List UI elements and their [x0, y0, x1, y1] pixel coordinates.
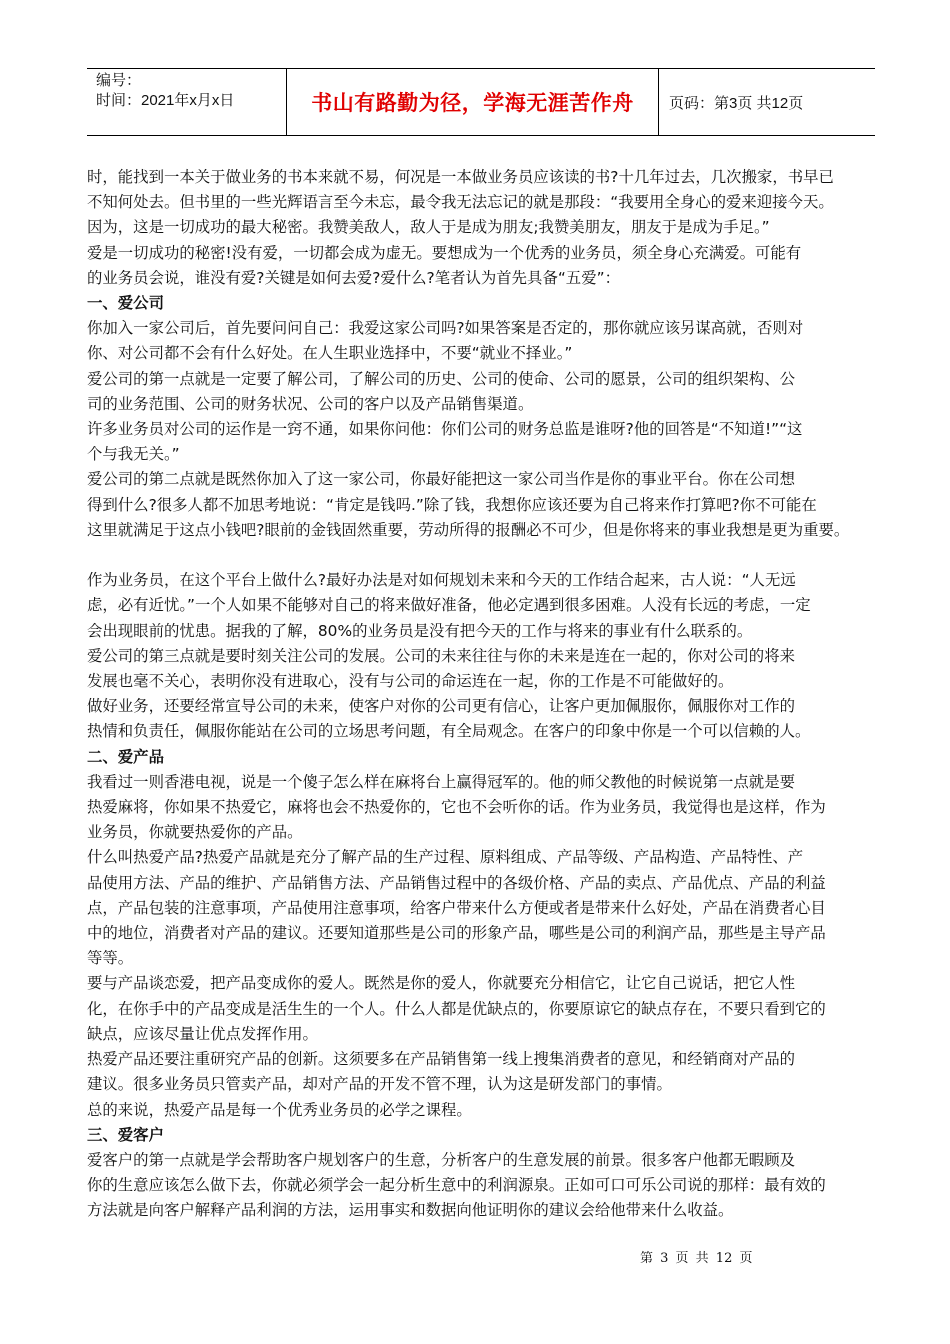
body-line: 点，产品包装的注意事项，产品使用注意事项，给客户带来什么方便或者是带来什么好处，产品在消费者心目: [87, 898, 826, 917]
body-line: 爱公司的第一点就是一定要了解公司，了解公司的历史、公司的使命、公司的愿景，公司的组织架构、公: [87, 369, 795, 388]
body-line: 虑，必有近忧。”一个人如果不能够对自己的将来做好准备，他必定遇到很多困难。人没有长远的考虑，一定: [87, 596, 811, 615]
body-line: 作为业务员，在这个平台上做什么?最好办法是对如何规划未来和今天的工作结合起来，古人说：“人无远: [87, 571, 796, 590]
body-line: 热爱麻将，你如果不热爱它，麻将也会不热爱你的，它也不会听你的话。作为业务员，我觉得也是这样，作为: [87, 798, 826, 817]
body-line: 的业务员会说，谁没有爱?关键是如何去爱?爱什么?笔者认为首先具备“五爱”：: [87, 268, 620, 287]
body-line: 你加入一家公司后，首先要问问自己：我爱这家公司吗?如果答案是否定的，那你就应该另谋高就，否则对: [87, 319, 804, 338]
number-label: 编号：: [96, 72, 142, 89]
body-line: 建议。很多业务员只管卖产品，却对产品的开发不管不理，认为这是研发部门的事情。: [87, 1075, 672, 1094]
section-heading: 一、爱公司: [87, 294, 164, 313]
body-line: 这里就满足于这点小钱吧?眼前的金钱固然重要，劳动所得的报酬必不可少，但是你将来的事业我想是更为重要。: [87, 520, 850, 539]
body-line: 等等。: [87, 949, 134, 968]
body-line: 许多业务员对公司的运作是一窍不通，如果你问他：你们公司的财务总监是谁呀?他的回答是“不知道!”“这: [87, 420, 803, 439]
document-body: [87, 165, 907, 1224]
body-line: 做好业务，还要经常宣导公司的未来，使客户对你的公司更有信心，让客户更加佩服你，佩服你对工作的: [87, 697, 795, 716]
body-line: 个与我无关。”: [87, 445, 180, 464]
section-heading: 二、爱产品: [87, 747, 164, 766]
body-line: 业务员，你就要热爱你的产品。: [87, 823, 303, 842]
body-line: 爱客户的第一点就是学会帮助客户规划客户的生意，分析客户的生意发展的前景。很多客户他都无暇顾及: [87, 1150, 795, 1169]
body-line: 化，在你手中的产品变成是活生生的一个人。什么人都是优缺点的，你要原谅它的缺点存在，不要只看到它的: [87, 999, 826, 1018]
body-line: 司的业务范围、公司的财务状况、公司的客户以及产品销售渠道。: [87, 394, 534, 413]
blank-line: [87, 543, 907, 568]
body-line: 爱公司的第二点就是既然你加入了这一家公司，你最好能把这一家公司当作是你的事业平台。你在公司想: [87, 470, 795, 489]
header-left-cell: [87, 69, 287, 135]
page-footer: 第 3 页 共 12 页: [640, 1251, 753, 1266]
motto-text: 书山有路勤为径，学海无涯苦作舟: [311, 91, 634, 115]
body-line: 要与产品谈恋爱，把产品变成你的爱人。既然是你的爱人，你就要充分相信它，让它自己说话，把它人性: [87, 974, 795, 993]
body-line: 爱是一切成功的秘密!没有爱，一切都会成为虚无。要想成为一个优秀的业务员，须全身心充满爱。可能有: [87, 243, 802, 262]
body-line: 你的生意应该怎么做下去，你就必须学会一起分析生意中的利润源泉。正如可口可乐公司说的那样：最有效的: [87, 1176, 826, 1195]
body-line: 什么叫热爱产品?热爱产品就是充分了解产品的生产过程、原料组成、产品等级、产品构造、产品特性、产: [87, 848, 804, 867]
body-line: 中的地位，消费者对产品的建议。还要知道那些是公司的形象产品，哪些是公司的利润产品，那些是主导产品: [87, 924, 826, 943]
body-line: 品使用方法、产品的维护、产品销售方法、产品销售过程中的各级价格、产品的卖点、产品优点、产品的利益: [87, 873, 826, 892]
body-line: 方法就是向客户解释产品利润的方法，运用事实和数据向他证明你的建议会给他带来什么收益。: [87, 1201, 734, 1220]
body-line: 你、对公司都不会有什么好处。在人生职业选择中，不要“就业不择业。”: [87, 344, 573, 363]
body-line: 爱公司的第三点就是要时刻关注公司的发展。公司的未来往往与你的未来是连在一起的，你对公司的将来: [87, 646, 795, 665]
body-line: 总的来说，热爱产品是每一个优秀业务员的必学之课程。: [87, 1100, 472, 1119]
body-line: 热情和负责任，佩服你能站在公司的立场思考问题，有全局观念。在客户的印象中你是一个可以信赖的人。: [87, 722, 811, 741]
page-label: 页码：第3页 共12页: [669, 94, 804, 112]
body-line: 得到什么?很多人都不加思考地说：“肯定是钱吗.”除了钱，我想你应该还要为自己将来作打算吧?你不可能在: [87, 495, 817, 514]
body-line: 热爱产品还要注重研究产品的创新。这须要多在产品销售第一线上搜集消费者的意见，和经销商对产品的: [87, 1050, 795, 1069]
body-line: 因为，这是一切成功的最大秘密。我赞美敌人，敌人于是成为朋友;我赞美朋友，朋友于是成为手足。”: [87, 218, 770, 237]
section-heading: 三、爱客户: [87, 1125, 164, 1144]
body-line: 发展也毫不关心，表明你没有进取心，没有与公司的命运连在一起，你的工作是不可能做好的。: [87, 672, 734, 691]
body-line: 不知何处去。但书里的一些光辉语言至今未忘，最令我无法忘记的就是那段：“我要用全身心的爱来迎接今天。: [87, 193, 834, 212]
body-line: 缺点，应该尽量让优点发挥作用。: [87, 1024, 318, 1043]
header-motto-cell: [287, 69, 659, 135]
body-line: 时，能找到一本关于做业务的书本来就不易，何况是一本做业务员应该读的书?十几年过去，几次搬家，书早已: [87, 168, 834, 186]
body-line: 我看过一则香港电视，说是一个傻子怎么样在麻将台上赢得冠军的。他的师父教他的时候说第一点就是要: [87, 772, 795, 791]
header-page-cell: [659, 69, 875, 135]
body-line: 会出现眼前的忧患。据我的了解，80%的业务员是没有把今天的工作与将来的事业有什么联系的。: [87, 621, 753, 640]
page-header: [87, 68, 875, 136]
time-label: 时间：2021年x月x日: [96, 92, 235, 109]
